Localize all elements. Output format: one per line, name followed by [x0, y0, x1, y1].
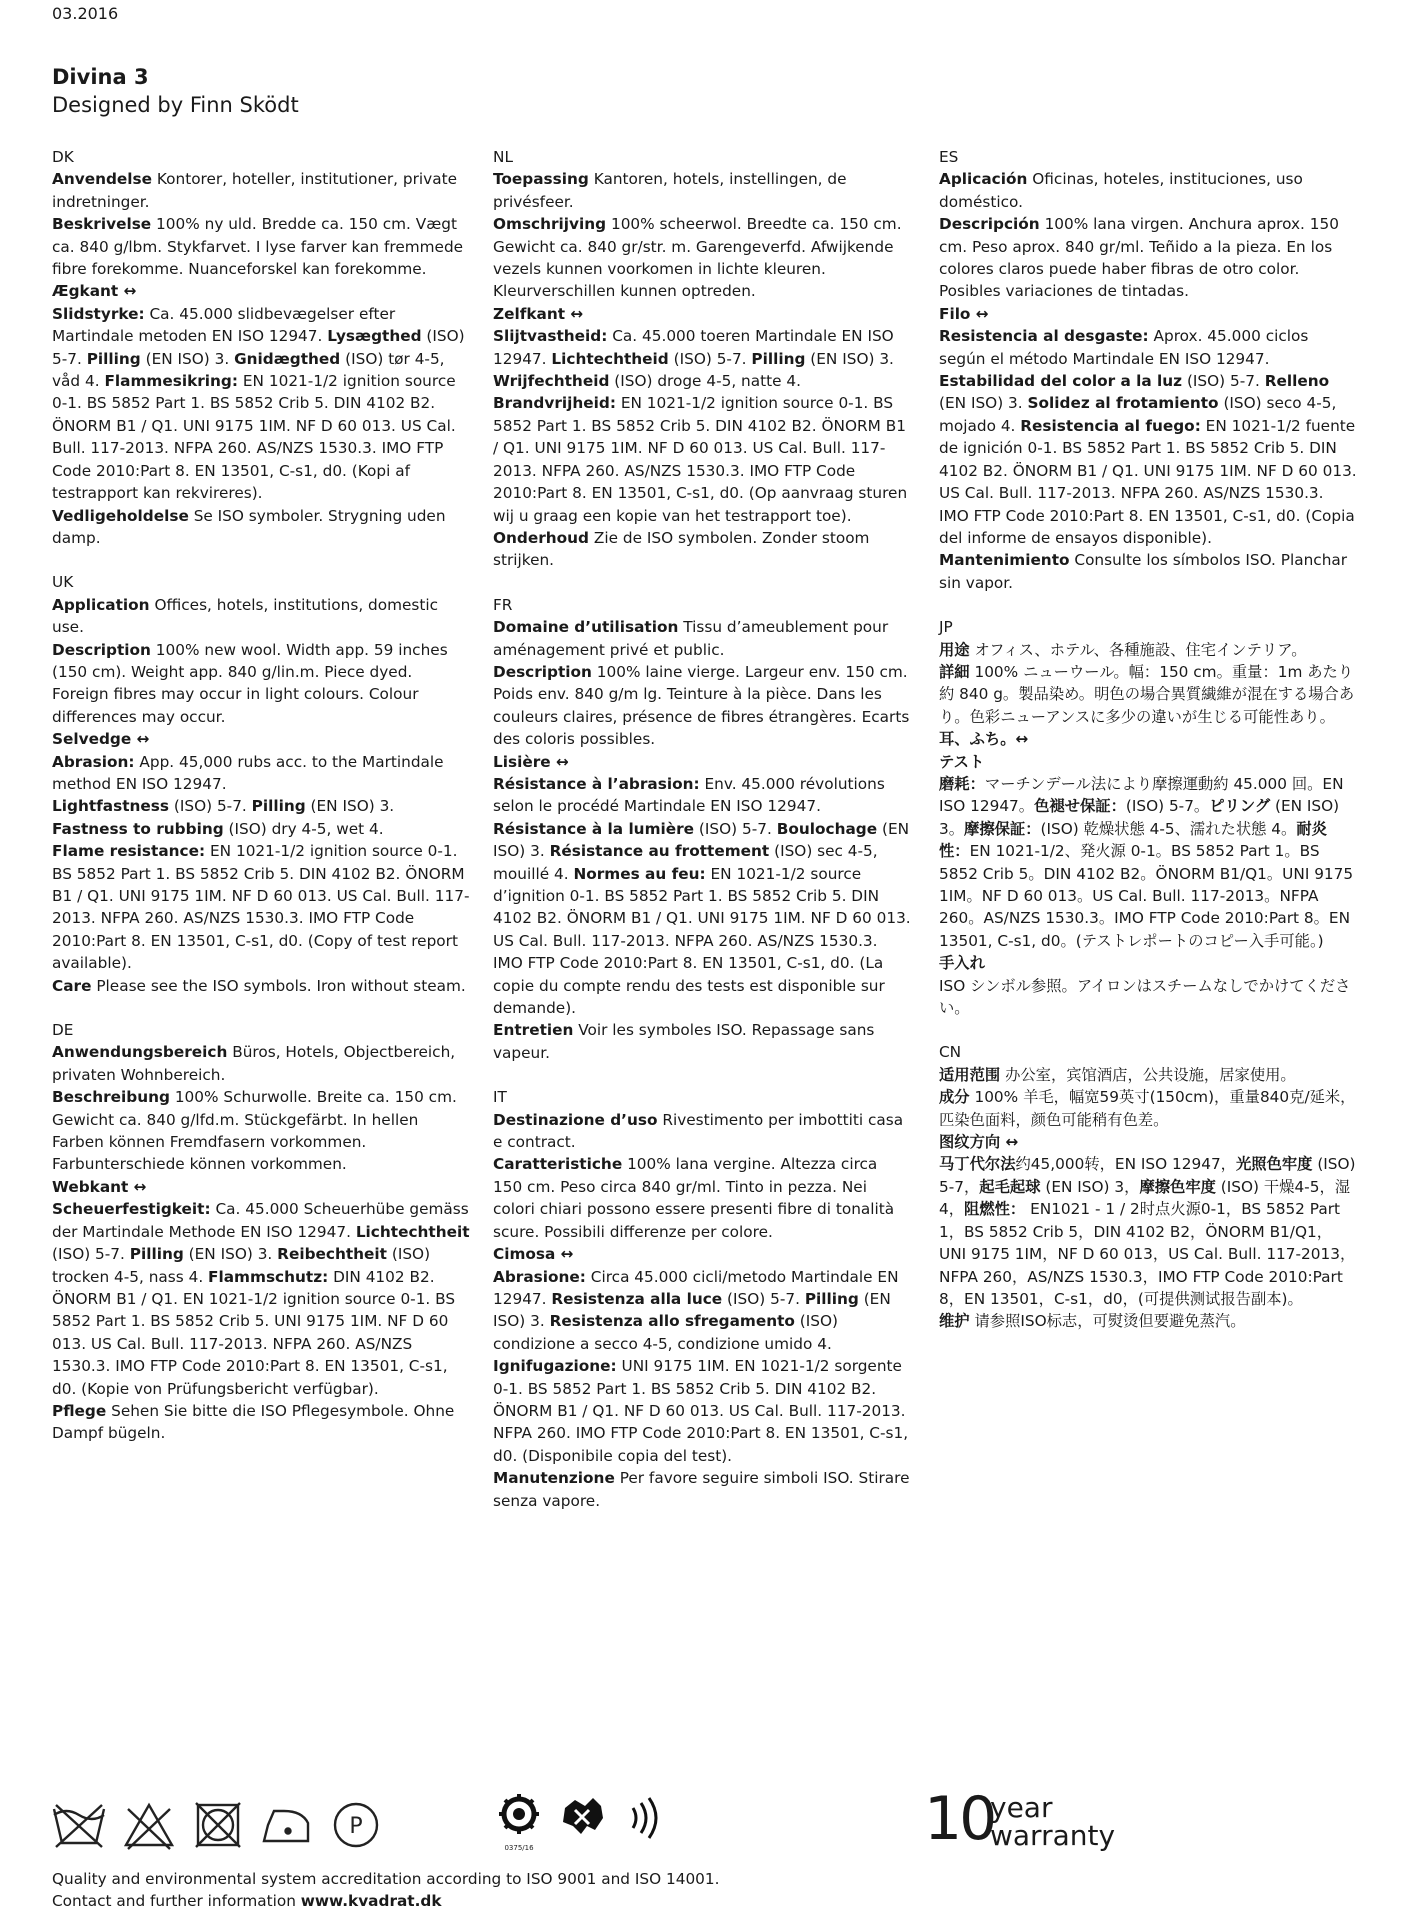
section-fr	[493, 594, 916, 1065]
spec-label: Beskrivelse	[52, 215, 152, 234]
spec-label: 图纹方向 ↔	[939, 1133, 1019, 1152]
contact-prefix: Contact and further information	[52, 1892, 301, 1910]
spec-label: Lichtechtheid	[551, 349, 669, 368]
spec-paragraph	[939, 1131, 1357, 1153]
section-nl	[493, 146, 911, 572]
spec-text: (ISO) 5-7.	[169, 797, 252, 816]
language-code: DE	[52, 1021, 74, 1040]
spec-label: Pflege	[52, 1401, 107, 1420]
warranty-label: warranty	[990, 1819, 1116, 1852]
spec-paragraph	[52, 818, 470, 840]
spec-text: Zie de ISO symbolen. Zonder stoom strijken.	[493, 528, 875, 570]
spec-paragraph	[939, 303, 1357, 325]
spec-label: Estabilidad del color a la luz	[939, 372, 1183, 391]
spec-text: ISO シンボル参照。アイロンはスチームなしでかけてください。	[939, 976, 1351, 1018]
spec-label: Webkant ↔	[52, 1177, 147, 1196]
column-3	[939, 146, 1362, 1355]
spec-label: 耐炎性：	[939, 819, 1327, 861]
spec-text: 100% ニューウール。幅：150 cm。重量：1m あたり約 840 g。製品染め。明色の場合異質繊維が混在する場合あり。色彩ニューアンスに多少の違いが生じる可能性あり。	[939, 662, 1355, 726]
spec-label: 耳、ふち。↔	[939, 730, 1029, 749]
spec-paragraph	[939, 549, 1357, 594]
spec-text: Aprox. 45.000 ciclos según el método Martindale EN ISO 12947.	[939, 327, 1314, 368]
spec-text: Circa 45.000 cicli/metodo Martindale EN 12947.	[493, 1267, 904, 1308]
column-2	[493, 146, 916, 1534]
spec-paragraph	[939, 773, 1357, 952]
spec-label: 摩擦色牢度	[1139, 1177, 1216, 1196]
spec-label: 摩擦保証：	[964, 819, 1041, 838]
spec-text: Ca. 45.000 Scheuerhübe gemäss der Martindale Methode EN ISO 12947.	[52, 1200, 474, 1241]
spec-label: Boulochage	[776, 819, 878, 838]
iron-low-icon	[264, 1811, 308, 1841]
language-code: FR	[493, 595, 513, 614]
spec-paragraph	[493, 325, 911, 527]
spec-label: Pilling	[86, 349, 141, 368]
spec-text: EN 1021-1/2 ignition source 0-1. BS 5852 Part 1. BS 5852 Crib 5. DIN 4102 B2. ÖNORM B1 / Q1. UNI 9175 1IM. NF D 60 013. US Cal. Bull. 117-2013. NFPA 260. AS/NZS 1530.3. IMO FTP Code 2010:Part 8. EN 13501, C-s1, d0. (Op aanvraag sturen wij u graag een kopie van het testrapport toe).	[493, 394, 913, 525]
spec-label: Fastness to rubbing	[52, 819, 224, 838]
spec-label: 手入れ	[939, 954, 985, 973]
spec-text: (ISO) 5-7。	[1125, 797, 1210, 816]
spec-text: マーチンデール法により摩擦運動約 45.000 回。EN ISO 12947。	[939, 774, 1349, 816]
spec-label: Pilling	[751, 349, 806, 368]
spec-text: (ISO) droge 4-5, natte 4.	[609, 372, 806, 391]
spec-text: (ISO) 5-7.	[694, 819, 777, 838]
spec-text: Rivestimento per imbottiti casa e contract.	[493, 1110, 908, 1152]
spec-label: Pilling	[804, 1289, 859, 1308]
spec-label: Reibechtheit	[277, 1245, 387, 1264]
cert-code: 0375/16	[504, 1844, 534, 1852]
spec-label: Domaine d’utilisation	[493, 618, 679, 637]
spec-text: Sehen Sie bitte die ISO Pflegesymbole. Ohne Dampf bügeln.	[52, 1401, 460, 1443]
spec-paragraph	[939, 751, 1357, 773]
spec-text: Kontorer, hoteller, institutioner, private indretninger.	[52, 170, 462, 211]
spec-label: Scheuerfestigkeit:	[52, 1200, 211, 1219]
spec-paragraph	[52, 728, 470, 750]
spec-text: 100% Schurwolle. Breite ca. 150 cm. Gewicht ca. 840 g/lfd.m. Stückgefärbt. In hellen Farben können Fremdfasern vorkommen. Farbunterschiede können vorkommen.	[52, 1088, 462, 1174]
spec-label: テスト	[939, 752, 985, 771]
spec-paragraph	[52, 840, 470, 974]
spec-label: Destinazione d’uso	[493, 1110, 658, 1129]
spec-label: Slidstyrke:	[52, 304, 145, 323]
spec-paragraph	[939, 952, 1357, 974]
language-code: CN	[939, 1043, 962, 1062]
spec-text: (ISO) 5-7.	[52, 1222, 475, 1264]
spec-text: (EN ISO) 3，	[1040, 1177, 1140, 1196]
spec-text: (ISO) sec 4-5, mouillé 4.	[493, 842, 883, 883]
spec-paragraph	[939, 661, 1357, 728]
bleach-no-icon	[126, 1805, 172, 1849]
spec-text: 办公室，宾馆酒店，公共设施，居家使用。	[1000, 1065, 1296, 1084]
spec-label: Descripción	[939, 215, 1040, 234]
spec-text: (ISO) trocken 4-5, nass 4.	[52, 1245, 435, 1286]
warranty-number: 10	[924, 1784, 995, 1854]
spec-paragraph	[52, 1198, 475, 1400]
spec-paragraph	[493, 661, 915, 751]
spec-label: 维护	[939, 1312, 970, 1331]
spec-label: Lisière ↔	[493, 752, 569, 771]
spec-text: Env. 45.000 révolutions selon le procédé Martindale EN ISO 12947.	[493, 774, 890, 816]
spec-paragraph	[493, 303, 911, 325]
spec-text: 100% lana vergine. Altezza circa 150 cm. Peso circa 840 gr/ml. Tinto in pezza. Nei colori chiari possono essere presenti fibre di tonalità scure. Possibili differenze per colore.	[493, 1155, 900, 1241]
section-es	[939, 146, 1362, 594]
spec-paragraph	[52, 280, 470, 302]
column-1	[52, 146, 475, 1467]
spec-label: Lichtechtheit	[355, 1222, 470, 1241]
spec-label: Wrijfechtheid	[493, 372, 610, 391]
spec-label: Brandvrijheid:	[493, 394, 616, 413]
spec-text: 100% new wool. Width app. 59 inches (150 cm). Weight app. 840 g/lin.m. Piece dyed. Foreign fibres may occur in light colours. Colour differences may occur.	[52, 640, 453, 726]
spec-text: 100% laine vierge. Largeur env. 150 cm. Poids env. 840 g/m lg. Teinture à la pièce. Dans les couleurs claires, présence de fibres étrangères. Ecarts des coloris possibles.	[493, 662, 915, 749]
spec-text: Büros, Hotels, Objectbereich, privaten Wohnbereich.	[52, 1043, 461, 1084]
spec-paragraph	[493, 168, 911, 213]
spec-paragraph	[939, 1153, 1361, 1310]
spec-label: Selvedge ↔	[52, 730, 150, 749]
spec-text: DIN 4102 B2. ÖNORM B1 / Q1. EN 1021-1/2 ignition source 0-1. BS 5852 Part 1. BS 5852 Crib 5. UNI 9175 1IM. NF D 60 013. US Cal. Bull. 117-2013. NFPA 260. AS/NZS 1530.3. IMO FTP Code 2010:Part 8. EN 13501, C-s1, d0. (Kopie von Prüfungsbericht verfügbar).	[52, 1267, 460, 1398]
spec-label: 詳細	[939, 662, 970, 681]
product-title: Divina 3	[52, 65, 149, 89]
spec-text: (ISO) 干燥4-5，湿4，	[939, 1177, 1351, 1219]
spec-label: Zelfkant ↔	[493, 304, 584, 323]
spec-label: Vedligeholdelse	[52, 506, 189, 525]
spec-paragraph	[939, 728, 1357, 750]
spec-text: 请参照ISO标志，可熨烫但要避免蒸汽。	[969, 1312, 1246, 1331]
section-cn	[939, 1041, 1361, 1332]
spec-label: Slijtvastheid:	[493, 327, 608, 346]
section-it	[493, 1086, 915, 1512]
care-symbols	[52, 1795, 392, 1855]
spec-paragraph	[939, 1310, 1357, 1332]
spec-text: Please see the ISO symbols. Iron without steam.	[91, 976, 466, 995]
spec-label: Description	[493, 662, 592, 681]
spec-label: Normes au feu:	[573, 864, 706, 883]
spec-label: 马丁代尔法	[939, 1155, 1016, 1174]
dry-clean-p-icon	[335, 1804, 377, 1846]
doc-date: 03.2016	[52, 4, 119, 23]
spec-label: Résistance à la lumière	[493, 819, 695, 838]
tumble-dry-no-icon	[196, 1803, 240, 1847]
spec-paragraph	[493, 1153, 911, 1243]
spec-text: (ISO) tør 4-5, våd 4.	[52, 349, 450, 391]
spec-text: (EN ISO) 3.	[805, 349, 899, 368]
spec-text: 100% ny uld. Bredde ca. 150 cm. Vægt ca. 840 g/lbm. Stykfarvet. I lyse farver kan fremmede fibre forekomme. Nuanceforskel kan forekomme.	[52, 215, 468, 279]
spec-text: (ISO) 5-7.	[1182, 372, 1265, 391]
spec-paragraph	[939, 213, 1357, 303]
spec-label: Toepassing	[493, 170, 589, 189]
spec-text: 约45,000转，EN ISO 12947，	[1015, 1155, 1236, 1174]
spec-text: 100% lana virgen. Anchura aprox. 150 cm. Peso aprox. 840 gr/ml. Teñido a la pieza. En los colores claros puede haber fibras de otro color. Posibles variaciones de tintadas.	[939, 215, 1344, 301]
spec-label: Flame resistance:	[52, 842, 206, 861]
spec-paragraph	[52, 795, 470, 817]
spec-paragraph	[493, 1243, 911, 1265]
spec-paragraph	[493, 1266, 911, 1468]
spec-label: 用途	[939, 640, 970, 659]
accreditation-line: Quality and environmental system accreditation according to ISO 9001 and ISO 14001.	[52, 1870, 720, 1888]
spec-label: Care	[52, 976, 92, 995]
spec-text: (ISO) 乾燥状態 4-5、濡れた状態 4。	[1040, 819, 1297, 838]
spec-label: Flammesikring:	[104, 372, 239, 391]
spec-text: Per favore seguire simboli ISO. Stirare senza vapore.	[493, 1469, 915, 1510]
spec-text: EN 1021-1/2 source d’ignition 0-1. BS 5852 Part 1. BS 5852 Crib 5. DIN 4102 B2. ÖNORM B1 / Q1. UNI 9175 1IM. NF D 60 013. US Cal. Bull. 117-2013. NFPA 260. AS/NZS 1530.3. IMO FTP Code 2010:Part 8. EN 13501, C-s1, d0. (La copie du compte rendu des tests est disponible sur demande).	[493, 864, 916, 1018]
spec-label: Entretien	[493, 1021, 574, 1040]
spec-text: UNI 9175 1IM. EN 1021-1/2 sorgente 0-1. BS 5852 Part 1. BS 5852 Crib 5. DIN 4102 B2. ÖNORM B1 / Q1. NF D 60 013. US Cal. Bull. 117-2013. NFPA 260. IMO FTP Code 2010:Part 8. EN 13501, C-s1, d0. (Disponibile copia del test).	[493, 1357, 913, 1465]
spec-label: Pilling	[251, 797, 306, 816]
spec-paragraph	[493, 527, 911, 572]
language-code: NL	[493, 148, 513, 166]
spec-paragraph	[52, 639, 470, 729]
designer-line: Designed by Finn Sködt	[52, 93, 299, 117]
spec-text: (ISO) dry 4-5, wet 4.	[223, 819, 384, 838]
spec-text: (EN ISO) 3。	[939, 797, 1345, 838]
spec-text: Ca. 45.000 slidbevægelser efter Martindale metoden EN ISO 12947.	[52, 304, 401, 346]
spec-paragraph	[52, 751, 470, 796]
spec-paragraph	[939, 639, 1357, 661]
spec-label: Mantenimiento	[939, 551, 1070, 570]
spec-text: (EN ISO) 3.	[493, 1289, 896, 1331]
section-de	[52, 1019, 475, 1445]
spec-paragraph	[52, 1086, 470, 1176]
spec-text: 100% scheerwol. Breedte ca. 150 cm. Gewicht ca. 840 gr/str. m. Garengeverfd. Afwijkende vezels kunnen voorkomen in lichte kleuren. Kleurverschillen kunnen optreden.	[493, 215, 907, 301]
spec-label: Description	[52, 640, 151, 659]
spec-paragraph	[52, 168, 470, 213]
spec-label: Onderhoud	[493, 528, 590, 547]
spec-paragraph	[493, 751, 911, 773]
spec-text: Offices, hotels, institutions, domestic use.	[52, 595, 443, 637]
spec-label: Anwendungsbereich	[52, 1043, 228, 1062]
spec-label: Resistenza alla luce	[551, 1289, 723, 1308]
spec-paragraph	[493, 1467, 915, 1512]
spec-label: 适用范围	[939, 1065, 1001, 1084]
spec-label: Caratteristiche	[493, 1155, 623, 1174]
spec-text: App. 45,000 rubs acc. to the Martindale method EN ISO 12947.	[52, 752, 449, 793]
website-link[interactable]: www.kvadrat.dk	[300, 1892, 442, 1910]
spec-paragraph	[493, 773, 916, 1019]
spec-text: (ISO) 5-7.	[668, 349, 752, 368]
spec-text: (EN ISO) 3.	[493, 819, 914, 861]
spec-text: (ISO) condizione a secco 4-5, condizione umido 4.	[493, 1312, 843, 1353]
spec-text: EN1021 - 1 / 2时点火源0-1，BS 5852 Part 1，BS 5852 Crib 5，DIN 4102 B2，ÖNORM B1/Q1，UNI 9175 1IM，NF D 60 013，US Cal. Bull. 117-2013，NFPA 260，AS/NZS 1530.3，IMO FTP Code 2010:Part 8，EN 13501，C-s1，d0，(可提供测试报告副本)。	[939, 1200, 1356, 1308]
spec-paragraph	[939, 168, 1357, 213]
spec-text: EN 1021-1/2 ignition source 0-1. BS 5852 Part 1. BS 5852 Crib 5. DIN 4102 B2. ÖNORM B1 / Q1. UNI 9175 1IM. NF D 60 013. US Cal. Bull. 117-2013. NFPA 260. AS/NZS 1530.3. IMO FTP Code 2010:Part 8. EN 13501, C-s1, d0. (Copy of test report available).	[52, 842, 470, 973]
warranty-year: year	[990, 1791, 1053, 1824]
spec-paragraph	[52, 303, 470, 505]
spec-text: (ISO) 5-7.	[722, 1289, 805, 1308]
spec-text: Consulte los símbolos ISO. Planchar sin vapor.	[939, 551, 1352, 592]
spec-label: Cimosa ↔	[493, 1245, 574, 1264]
spec-paragraph	[493, 1019, 911, 1064]
spec-label: Abrasion:	[52, 752, 135, 771]
spec-label: 起毛起球	[979, 1177, 1041, 1196]
spec-paragraph	[52, 1176, 470, 1198]
wash-no-icon	[54, 1805, 104, 1847]
spec-text: (EN ISO) 3.	[305, 797, 395, 816]
spec-label: 成分	[939, 1088, 970, 1107]
spec-label: 磨耗：	[939, 774, 985, 793]
certification-symbols	[495, 1792, 695, 1858]
spec-label: Résistance au frottement	[549, 842, 770, 861]
section-uk	[52, 571, 470, 997]
spec-label: Resistencia al desgaste:	[939, 327, 1149, 346]
language-code: IT	[493, 1088, 507, 1107]
spec-paragraph	[52, 213, 470, 280]
spec-paragraph	[52, 1041, 470, 1086]
spec-label: Resistenza allo sfregamento	[549, 1312, 795, 1331]
language-code: JP	[939, 618, 953, 637]
spec-label: Solidez al frotamiento	[1027, 394, 1219, 413]
spec-label: Resistencia al fuego:	[1020, 416, 1201, 435]
section-jp	[939, 616, 1357, 1019]
spec-text: EN 1021-1/2、発火源 0-1。BS 5852 Part 1。BS 5852 Crib 5。DIN 4102 B2。ÖNORM B1/Q1。UNI 9175 1IM。NF D 60 013。US Cal. Bull. 117-2013。NFPA 260。AS/NZS 1530.3。IMO FTP Code 2010:Part 8。EN 13501, C-s1, d0。(テストレポートのコピー入手可能。)	[939, 842, 1359, 950]
spec-label: Aplicación	[939, 170, 1028, 189]
spec-text: (EN ISO) 3.	[939, 372, 1335, 413]
australia-certification-icon	[563, 1798, 603, 1834]
spec-label: Lysægthed	[327, 327, 422, 346]
eu-ecolabel-icon	[499, 1794, 539, 1852]
spec-label: Pilling	[129, 1245, 184, 1264]
sound-icon	[633, 1798, 656, 1838]
spec-text: Kantoren, hotels, instellingen, de privésfeer.	[493, 170, 852, 211]
spec-paragraph	[939, 1086, 1357, 1131]
spec-paragraph	[493, 616, 911, 661]
spec-text: 100% 羊毛，幅宽59英寸(150cm)，重量840克/延米，匹染色面料，颜色可能稍有色差。	[939, 1088, 1356, 1129]
language-code: UK	[52, 573, 74, 592]
language-code: ES	[939, 148, 959, 166]
spec-text: (ISO) 5-7.	[52, 327, 470, 368]
spec-label: Abrasione:	[493, 1267, 586, 1286]
spec-label: Beschreibung	[52, 1088, 170, 1107]
spec-text: Oficinas, hoteles, instituciones, uso doméstico.	[939, 170, 1308, 211]
spec-label: Gnidægthed	[234, 349, 341, 368]
spec-label: 阻燃性：	[964, 1200, 1026, 1219]
spec-paragraph	[52, 505, 470, 550]
spec-label: Filo ↔	[939, 304, 989, 323]
spec-paragraph	[493, 213, 911, 303]
spec-label: ピリング	[1209, 797, 1271, 816]
spec-label: 色褪せ保証：	[1034, 797, 1126, 816]
svg-text:P: P	[349, 1814, 363, 1839]
spec-text: (EN ISO) 3.	[140, 349, 235, 368]
spec-label: Ægkant ↔	[52, 282, 137, 301]
spec-label: Résistance à l’abrasion:	[493, 774, 700, 793]
language-code: DK	[52, 148, 74, 166]
spec-label: Ignifugazione:	[493, 1357, 617, 1376]
spec-label: Application	[52, 595, 150, 614]
spec-label: 光照色牢度	[1235, 1155, 1313, 1174]
spec-text: Tissu d’ameublement pour aménagement privé et public.	[493, 618, 893, 659]
spec-paragraph	[52, 975, 470, 997]
spec-paragraph	[939, 1064, 1357, 1086]
spec-text: (EN ISO) 3.	[183, 1245, 278, 1264]
spec-label: Manutenzione	[493, 1469, 615, 1488]
spec-text: Ca. 45.000 toeren Martindale EN ISO 12947.	[493, 327, 899, 368]
spec-text: Voir les symboles ISO. Repassage sans vapeur.	[493, 1021, 880, 1062]
spec-text: オフィス、ホテル、各種施設、住宅インテリア。	[969, 640, 1307, 659]
spec-label: Flammschutz:	[208, 1267, 329, 1286]
spec-paragraph	[493, 1109, 911, 1154]
spec-paragraph	[52, 1400, 470, 1445]
section-dk	[52, 146, 470, 549]
spec-label: Omschrijving	[493, 215, 607, 234]
spec-text: Se ISO symboler. Strygning uden damp.	[52, 506, 451, 547]
spec-paragraph	[52, 594, 470, 639]
spec-paragraph	[939, 975, 1357, 1020]
spec-paragraph	[939, 325, 1362, 549]
spec-text: EN 1021-1/2 fuente de ignición 0-1. BS 5852 Part 1. BS 5852 Crib 5. DIN 4102 B2. ÖNORM B1 / Q1. UNI 9175 1IM. NF D 60 013. US Cal. Bull. 117-2013. NFPA 260. AS/NZS 1530.3. IMO FTP Code 2010:Part 8. EN 13501, C-s1, d0. (Copia del informe de ensayos disponible).	[939, 416, 1362, 547]
spec-text: (ISO) seco 4-5, mojado 4.	[939, 394, 1342, 435]
spec-label: Relleno	[1264, 372, 1330, 391]
spec-text: EN 1021-1/2 ignition source 0-1. BS 5852 Part 1. BS 5852 Crib 5. DIN 4102 B2. ÖNORM B1 / Q1. UNI 9175 1IM. NF D 60 013. US Cal. Bull. 117-2013. NFPA 260. AS/NZS 1530.3. IMO FTP Code 2010:Part 8. EN 13501, C-s1, d0. (Kopi af testrapport kan rekvireres).	[52, 372, 461, 503]
spec-label: Lightfastness	[52, 797, 170, 816]
contact-line	[52, 1892, 442, 1910]
spec-label: Anvendelse	[52, 170, 153, 189]
spec-text: (ISO) 5-7，	[939, 1155, 1361, 1196]
